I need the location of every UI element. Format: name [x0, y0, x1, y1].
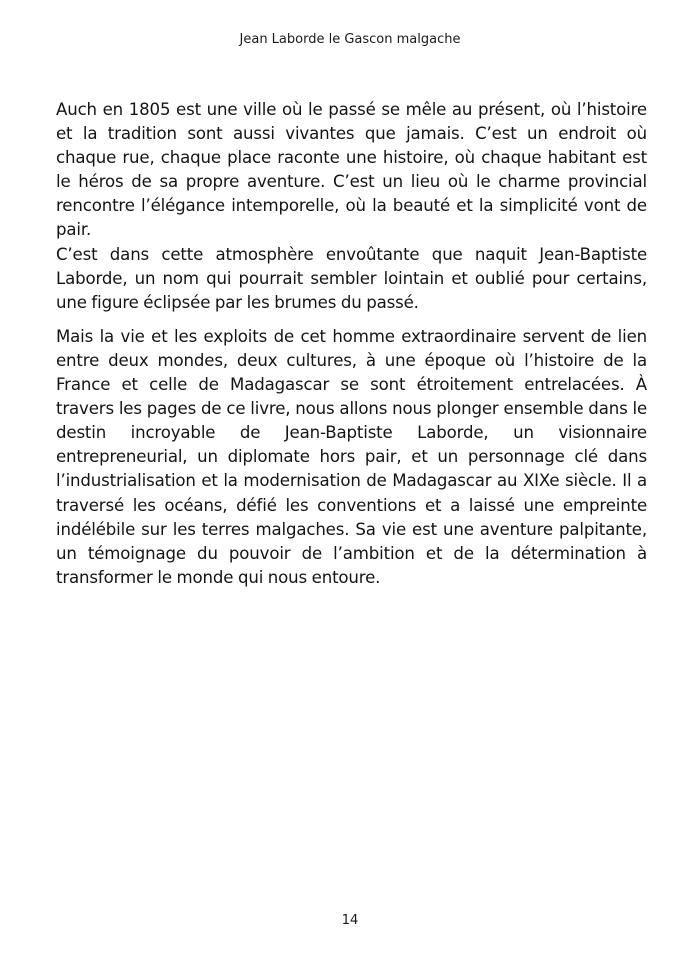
paragraph-vie-exploits: Mais la vie et les exploits de cet homme extraordinaire servent de lien entre deux mondes, deux cultures, à une époque où l’histoire de la France et celle de Madagascar se sont étroitement entrelacées. À travers les pages de ce livre, nous allons nous plonger ensemble dans le destin incroyable de Jean-Baptiste Laborde, un visionnaire entrepreneurial, un diplomate hors pair, et un personnage clé dans l’industrialisation et la modernisation de Madagascar au XIXe siècle. Il a traversé les océans, défié les conventions et a laissé une empreinte indélébile sur les terres malgaches. Sa vie est une aventure palpitante, un témoignage du pouvoir de l’ambition et de la détermination à transformer le monde qui nous entoure.: [56, 326, 647, 587]
page-number: 14: [341, 913, 359, 928]
paragraph-auch-1805: Auch en 1805 est une ville où le passé se mêle au présent, où l’histoire et la tradition sont aussi vivantes que jamais. C’est un endroit où chaque rue, chaque place raconte une histoire, où chaque habitant est le héros de sa propre aventure. C’est un lieu où le charme provincial rencontre l’élégance intemporelle, où la beauté et la simplicité vont de pair.: [56, 100, 647, 240]
paragraph-atmosphere: C’est dans cette atmosphère envoûtante que naquit Jean-Baptiste Laborde, un nom qui pourrait sembler lointain et oublié pour certains, une figure éclipsée par les brumes du passé.: [56, 244, 647, 312]
running-header-title: Jean Laborde le Gascon malgache: [239, 32, 461, 47]
body-text: [56, 98, 647, 590]
